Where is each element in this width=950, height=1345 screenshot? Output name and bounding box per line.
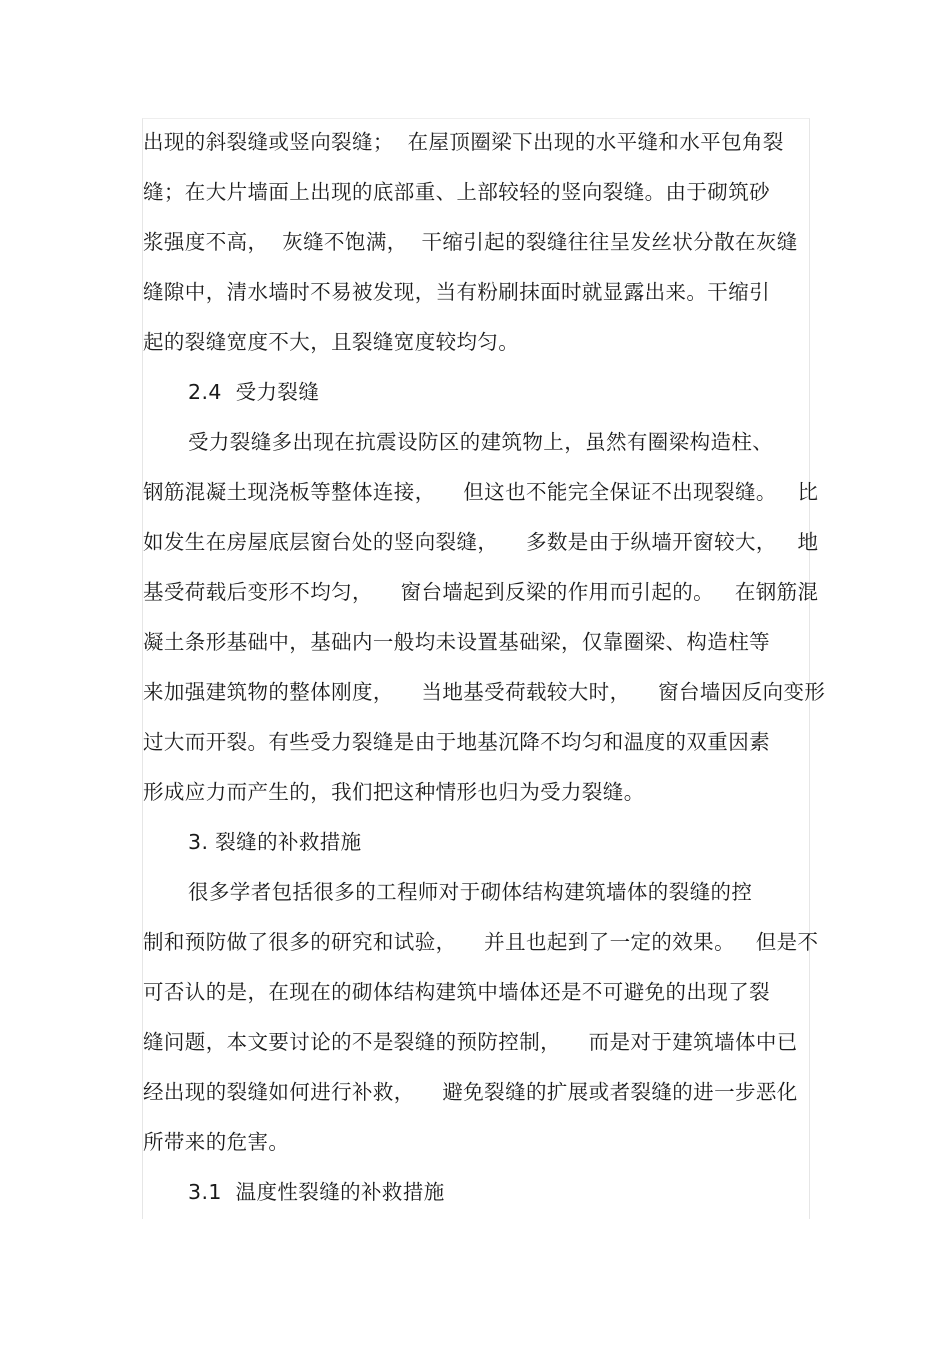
text-line: 受力裂缝多出现在抗震设防区的建筑物上，虽然有圈梁构造柱、 bbox=[188, 430, 774, 454]
text-line: 浆强度不高， 灰缝不饱满， 干缩引起的裂缝往往呈发丝状分散在灰缝 bbox=[143, 230, 798, 254]
text-line: 形成应力而产生的，我们把这种情形也归为受力裂缝。 bbox=[143, 780, 645, 804]
section-heading: 3. 裂缝的补救措施 bbox=[188, 830, 362, 854]
text-line: 缝隙中，清水墙时不易被发现，当有粉刷抹面时就显露出来。干缩引 bbox=[143, 280, 770, 304]
text-line: 凝土条形基础中，基础内一般均未设置基础梁，仅靠圈梁、构造柱等 bbox=[143, 630, 770, 654]
text-line: 来加强建筑物的整体刚度， 当地基受荷载较大时， 窗台墙因反向变形 bbox=[143, 680, 826, 704]
section-heading: 2.4 受力裂缝 bbox=[188, 380, 320, 404]
text-line: 很多学者包括很多的工程师对于砌体结构建筑墙体的裂缝的控 bbox=[188, 880, 753, 904]
text-line: 所带来的危害。 bbox=[143, 1130, 290, 1154]
section-heading: 3.1 温度性裂缝的补救措施 bbox=[188, 1180, 445, 1204]
text-line: 经出现的裂缝如何进行补救， 避免裂缝的扩展或者裂缝的进一步恶化 bbox=[143, 1080, 798, 1104]
text-line: 缝；在大片墙面上出现的底部重、上部较轻的竖向裂缝。由于砌筑砂 bbox=[143, 180, 770, 204]
text-line: 出现的斜裂缝或竖向裂缝； 在屋顶圈梁下出现的水平缝和水平包角裂 bbox=[143, 130, 784, 154]
text-line: 缝问题，本文要讨论的不是裂缝的预防控制， 而是对于建筑墙体中已 bbox=[143, 1030, 798, 1054]
text-line: 过大而开裂。有些受力裂缝是由于地基沉降不均匀和温度的双重因素 bbox=[143, 730, 770, 754]
text-line: 钢筋混凝土现浇板等整体连接， 但这也不能完全保证不出现裂缝。 比 bbox=[143, 480, 819, 504]
text-line: 基受荷载后变形不均匀， 窗台墙起到反梁的作用而引起的。 在钢筋混 bbox=[143, 580, 819, 604]
text-line: 可否认的是，在现在的砌体结构建筑中墙体还是不可避免的出现了裂 bbox=[143, 980, 770, 1004]
text-line: 起的裂缝宽度不大，且裂缝宽度较均匀。 bbox=[143, 330, 520, 354]
text-line: 如发生在房屋底层窗台处的竖向裂缝， 多数是由于纵墙开窗较大， 地 bbox=[143, 530, 819, 554]
text-line: 制和预防做了很多的研究和试验， 并且也起到了一定的效果。 但是不 bbox=[143, 930, 819, 954]
